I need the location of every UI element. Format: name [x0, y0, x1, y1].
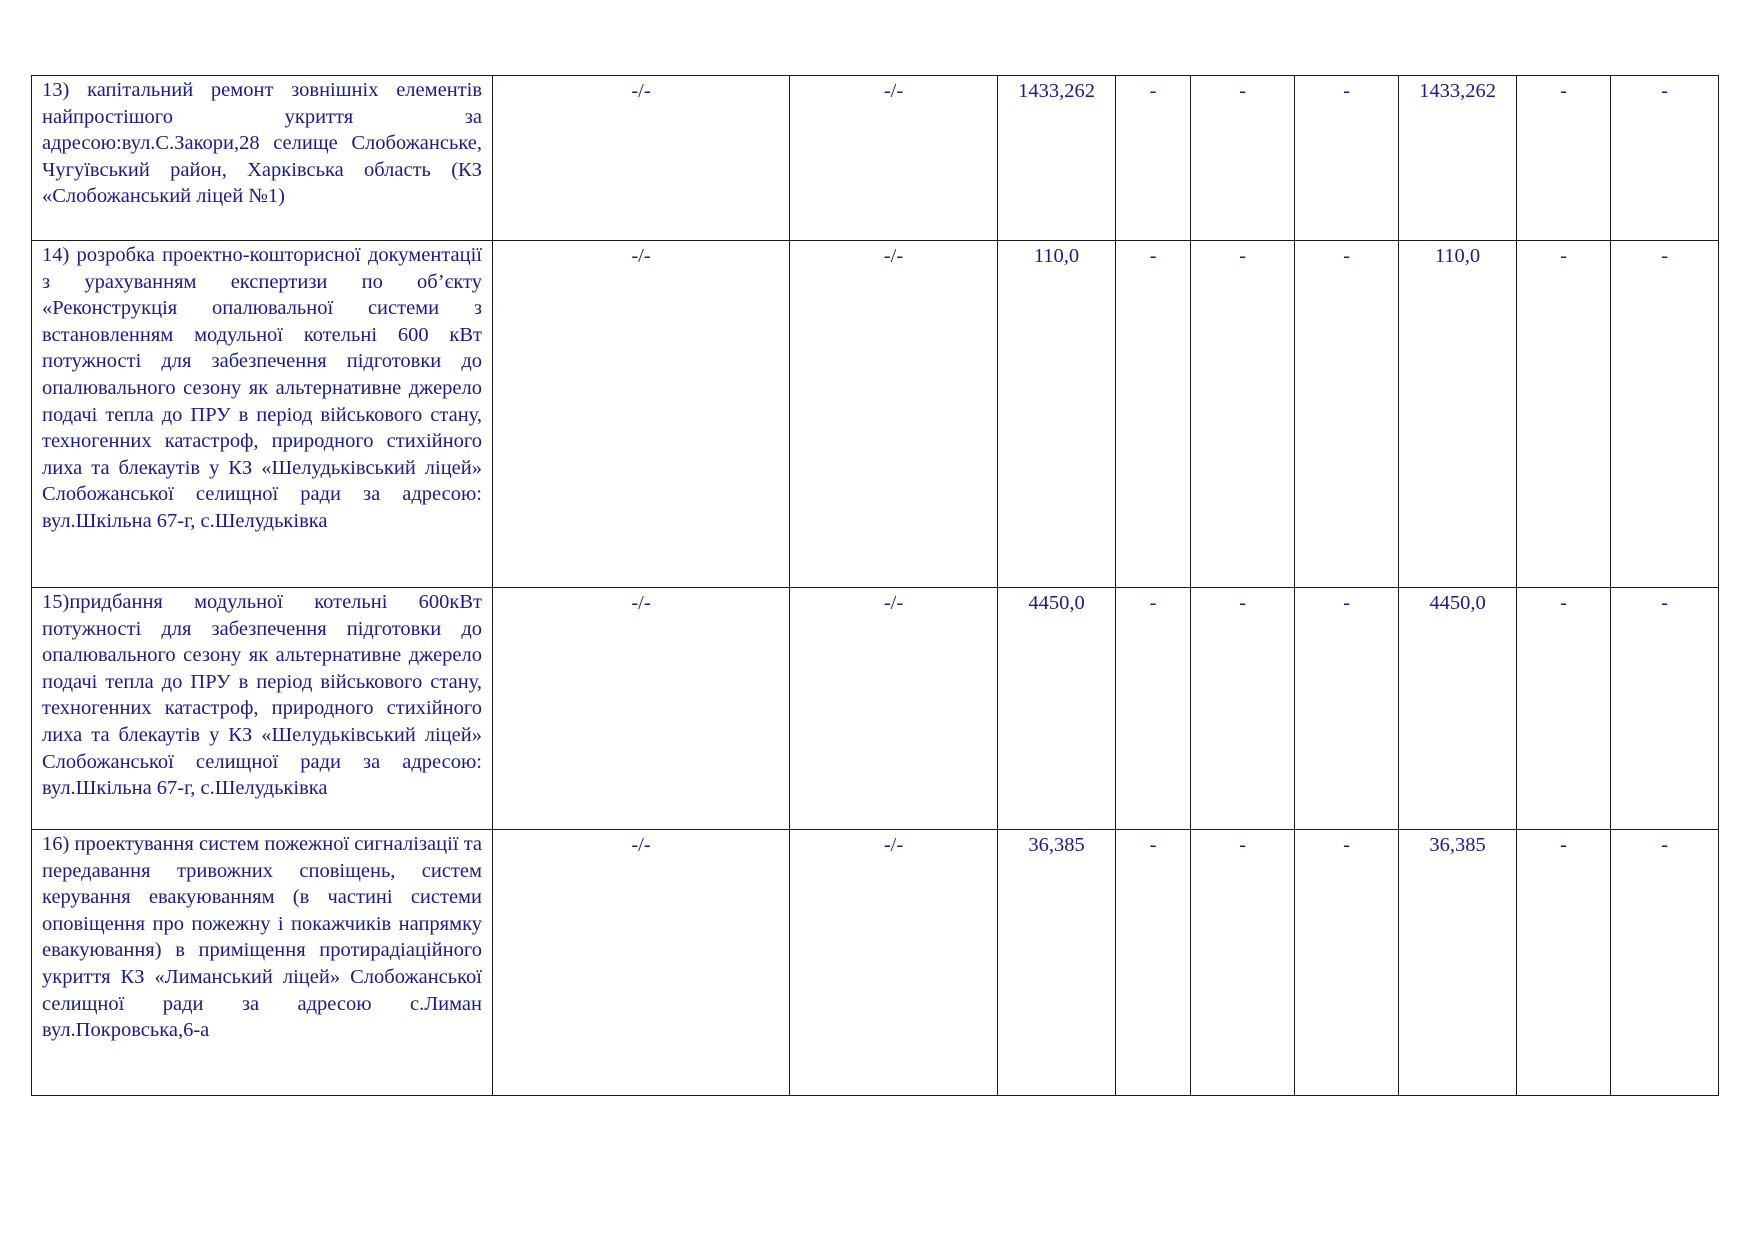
amount-cell: 110,0 [1399, 241, 1517, 588]
table-row [32, 76, 1719, 241]
table-cell: - [1517, 830, 1611, 1096]
table-cell: -/- [493, 76, 790, 241]
table-cell: - [1116, 830, 1191, 1096]
table-cell: - [1295, 830, 1399, 1096]
table-row [32, 830, 1719, 1096]
table-cell: -/- [790, 588, 998, 830]
table-row [32, 241, 1719, 588]
table-cell: -/- [493, 830, 790, 1096]
table-cell: - [1191, 588, 1295, 830]
table-cell: - [1191, 830, 1295, 1096]
table-cell: - [1517, 76, 1611, 241]
table-cell: - [1116, 588, 1191, 830]
table-cell: -/- [790, 830, 998, 1096]
table-cell: - [1295, 241, 1399, 588]
table-row [32, 588, 1719, 830]
total-amount-cell: 4450,0 [998, 588, 1116, 830]
table-cell: -/- [493, 588, 790, 830]
table-cell: -/- [493, 241, 790, 588]
amount-cell: 4450,0 [1399, 588, 1517, 830]
table-cell: -/- [790, 241, 998, 588]
item-description: 14) розробка проектно-кошторисної документації з урахуванням експертизи по об’єкту «Реконструкція опалювальної системи з встановленням модульної котельні 600 кВт потужності для забезпечення підготовки до опалювального сезону як альтернативне джерело подачі тепла до ПРУ в період військового стану, техногенних катастроф, природного стихійного лиха та блекаутів у КЗ «Шелудьківський ліцей» Слобожанської селищної ради за адресою: вул.Шкільна 67-г, с.Шелудьківка [32, 241, 493, 588]
table-cell: - [1611, 76, 1719, 241]
total-amount-cell: 110,0 [998, 241, 1116, 588]
amount-cell: 36,385 [1399, 830, 1517, 1096]
table-cell: - [1295, 588, 1399, 830]
total-amount-cell: 36,385 [998, 830, 1116, 1096]
amount-cell: 1433,262 [1399, 76, 1517, 241]
table-cell: - [1517, 588, 1611, 830]
table-cell: - [1611, 241, 1719, 588]
table-cell: - [1517, 241, 1611, 588]
table-cell: - [1611, 830, 1719, 1096]
table-cell: -/- [790, 76, 998, 241]
item-description: 13) капітальний ремонт зовнішніх елементів найпростішого укриття за адресою:вул.С.Закори,28 селище Слобожанське, Чугуївський район, Харківська область (КЗ «Слобожанський ліцей №1) [32, 76, 493, 241]
table-cell: - [1116, 241, 1191, 588]
item-description: 15)придбання модульної котельні 600кВт потужності для забезпечення підготовки до опалювального сезону як альтернативне джерело подачі тепла до ПРУ в період військового стану, техногенних катастроф, природного стихійного лиха та блекаутів у КЗ «Шелудьківський ліцей» Слобожанської селищної ради за адресою: вул.Шкільна 67-г, с.Шелудьківка [32, 588, 493, 830]
budget-table [31, 75, 1719, 1096]
table-cell: - [1116, 76, 1191, 241]
table-cell: - [1191, 241, 1295, 588]
total-amount-cell: 1433,262 [998, 76, 1116, 241]
table-cell: - [1611, 588, 1719, 830]
item-description: 16) проектування систем пожежної сигналізації та передавання тривожних сповіщень, систем керування евакуюванням (в частині системи оповіщення про пожежну і покажчиків напрямку евакуювання) в приміщення протирадіаційного укриття КЗ «Лиманський ліцей» Слобожанської селищної ради за адресою с.Лиман вул.Покровська,6-а [32, 830, 493, 1096]
table-cell: - [1191, 76, 1295, 241]
table-cell: - [1295, 76, 1399, 241]
